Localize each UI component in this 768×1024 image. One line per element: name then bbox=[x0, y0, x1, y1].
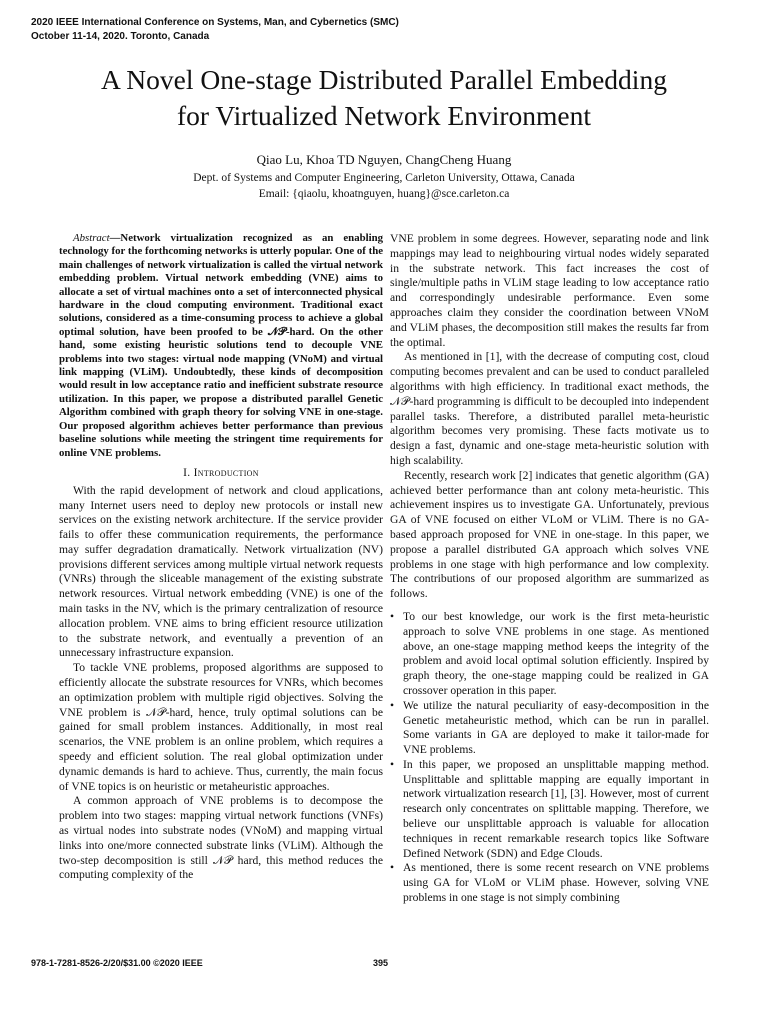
contribution-item bbox=[390, 861, 709, 905]
contribution-text: In this paper, we proposed an unsplittable mapping method. Unsplittable and splittable mapping are equally important in network virtualization research [1], [3]. However, most of current research only concentrates on splittable mapping. Therefore, we believe our unsplittable approach is valuable for allocation techniques in recent remarkable research topics like Software Defined Network (SDN) and Edge Clouds. bbox=[403, 757, 709, 860]
page-number: 395 bbox=[373, 958, 389, 968]
paragraph: A common approach of VNE problems is to decompose the problem into two stages: mapping virtual network functions (VNFs) as virtual nodes into substrate nodes (VNoM) and mapping virtual links into one/more connected substrate links (VLiM). Although the two-step decomposition is still 𝒩𝒫 hard, this method reduces the computing complexity of the bbox=[59, 794, 383, 882]
paragraph: VNE problem in some degrees. However, separating node and link mappings may lead to neighbouring virtual nodes widely separated in the substrate network. This fact increases the cost of single/multiple paths in VLiM stage leading to low acceptance ratio and correspondingly undesirable performance. Even some approaches claim they consider the coordination between VNoM and VLiM phases, the decomposition still makes the results far from the optimal. bbox=[390, 232, 709, 349]
contribution-text: To our best knowledge, our work is the first meta-heuristic approach to solve VNE problems in one stage. As mentioned above, an one-stage mapping method keeps the integrity of the problem and avoid local optimal solution efficiently. Inspired by graph theory, the one-stage mapping could be realized in GA crossover operation in this paper. bbox=[403, 609, 709, 697]
paragraph: To tackle VNE problems, proposed algorithms are supposed to efficiently allocate the substrate resources for VNRs, which becomes an optimization problem with multiple rigid objectives. Solving the VNE problem is 𝒩𝒫-hard, hence, truly optimal solutions can be gained for small problem instances. Additionally, in most real scenarios, the VNE problem is an online problem, which requires a speedy and efficient solution. The real global optimization under dynamic demands is hard to achieve. Thus, currently, the main focus of VNE topics is on heuristic or metaheuristic approaches. bbox=[59, 661, 383, 793]
right-column bbox=[390, 232, 709, 906]
author-list: Qiao Lu, Khoa TD Nguyen, ChangCheng Huang bbox=[256, 152, 512, 167]
department: Dept. of Systems and Computer Engineering, Carleton University, Ottawa, Canada bbox=[193, 172, 575, 184]
bullet-icon: • bbox=[390, 861, 395, 875]
paragraph: As mentioned in [1], with the decrease of computing cost, cloud computing becomes prevalent and can be used to conduct paralleled algorithms with high efficiency. In traditional exact methods, the 𝒩𝒫-hard programming is difficult to be decoupled into independent parallel tasks. Therefore, a distributed parallel meta-heuristic algorithm becomes very promising. These facts motivate us to design a fast, dynamic and one-stage meta-heuristic solution with high scalability. bbox=[390, 350, 709, 467]
contribution-item bbox=[390, 758, 709, 862]
paragraph: Recently, research work [2] indicates that genetic algorithm (GA) achieved better performance than ant colony meta-heuristic. This achievement inspires us to investigate GA. Unfortunately, previous GA of VNE focused on either VLoM or VLiM. There is no GA-based approach proposed for VNE in one-stage. In this paper, we propose a parallel distributed GA approach which solves VNE problems in one stage with high performance and low complexity. The contributions of our proposed algorithm are summarized as follows. bbox=[390, 468, 709, 601]
contribution-item bbox=[390, 699, 709, 758]
conference-name: 2020 IEEE International Conference on Systems, Man, and Cybernetics (SMC) bbox=[31, 17, 399, 28]
bullet-icon: • bbox=[390, 698, 395, 712]
contribution-text: We utilize the natural peculiarity of easy-decomposition in the Genetic metaheuristic method, which can be run in parallel. Some variants in GA are deployed to make it tailor-made for VNE problems. bbox=[403, 698, 709, 757]
contribution-text: As mentioned, there is some recent research on VNE problems using GA for VLoM or VLiM phase. However, solving VNE problems in one stage is not simply combining bbox=[403, 861, 709, 905]
contribution-item bbox=[390, 610, 709, 699]
email-line: Email: {qiaolu, khoatnguyen, huang}@sce.carleton.ca bbox=[258, 188, 510, 200]
affiliation bbox=[0, 170, 768, 202]
section-heading-introduction: I. Introduction bbox=[183, 466, 259, 479]
contribution-list bbox=[390, 610, 709, 906]
bullet-icon: • bbox=[390, 757, 395, 771]
conference-header bbox=[31, 16, 399, 44]
paper-title bbox=[0, 62, 768, 134]
paragraph: With the rapid development of network and cloud applications, many Internet users need to deploy new protocols or install new services on the existing network architecture. If the service provider fails to offer these communication requirements, the performance may suffer degradation dramatically. Network virtualization (NV) provisions different services among multiple virtual network requests (VNRs) through the sliceable management of the existing substrate network resources. Virtual network embedding (VNE) is one of the main tasks in the NV, which is the primary centralization of resource allocation problem. VNE aims to bring efficient resource utilization to the substrate network, and eventually a prevention of an unnecessary infrastructure expansion. bbox=[59, 483, 383, 660]
abstract bbox=[59, 232, 383, 460]
bullet-icon: • bbox=[390, 609, 395, 623]
left-column bbox=[59, 232, 383, 883]
title-line-2: for Virtualized Network Environment bbox=[176, 100, 592, 131]
abstract-label: Abstract bbox=[73, 232, 110, 244]
title-line-1: A Novel One-stage Distributed Parallel Embedding bbox=[101, 64, 667, 95]
footer-copyright: 978-1-7281-8526-2/20/$31.00 ©2020 IEEE bbox=[31, 958, 203, 968]
conference-date: October 11-14, 2020. Toronto, Canada bbox=[31, 31, 210, 42]
abstract-text: —Network virtualization recognized as an enabling technology for the forthcoming networks is utterly popular. One of the main challenges of network virtualization is called the virtual network embedding problem. Virtual network embedding (VNE) aims to allocate a set of virtual machines onto a set of interconnected physical hardware in the cloud computing environment. Traditional exact solutions, considered as a time-consuming process to achieve a global optimal solution, have been proofed to be 𝒩𝒫-hard. On the other hand, some existing heuristic solutions tend to decouple VNE problems into two stages: virtual node mapping (VNoM) and virtual link mapping (VLiM). Undoubtedly, these kinds of decomposition would result in low acceptance ratio and inefficient substrate resource utilization. In this paper, we propose a distributed parallel Genetic Algorithm combined with graph theory for solving VNE in one-stage. Our proposed algorithm achieves better performance than previous baseline solutions while meeting the stringent time requirements for online VNE problems. bbox=[59, 232, 383, 459]
